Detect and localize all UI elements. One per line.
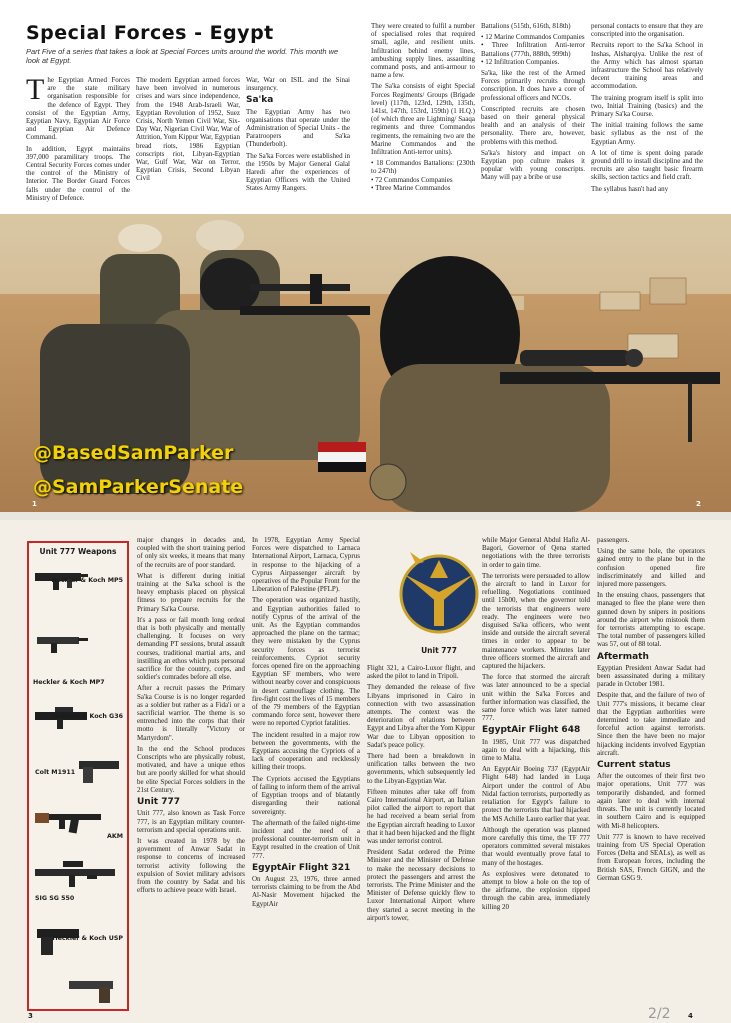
section-heading: EgyptAir Flight 648 (482, 725, 581, 736)
section-heading: Sa'ka (246, 95, 274, 106)
paragraph: he Egyptian Armed Forces are the state military organisation responsible for the defence of Egypt. They consist of the Egyptian Army, Egyptian Navy, Egyptian Air Force and Egyptian Air Defence Command. (26, 76, 130, 142)
paragraph: Sa'ka, like the rest of the Armed Forces primarily recruits through conscription. It does have a core of professional officers and NCOs. (481, 69, 585, 102)
paragraph: The modern Egyptian armed forces have been involved in numerous crises and wars since independence, from the 1948 Arab-Israeli War, Egyptian Revolution of 1952, Suez Crisis, North Yemen Civil War, Six-Day War, Nigerian Civil War, War of Attrition, Yom Kippur War, Egyptian bread riots, 1986 Egyptian conscripts riot, Libyan-Egyptian War, Gulf War, War on Terror, Egyptian Crisis, Second Libyan Civil (136, 76, 240, 183)
paragraph: Despite that, and the failure of two of Unit 777's missions, it became clear that the Egyptian authorities were determined to take immediate and forceful action against terrorists. Since then the have been no major hijacking incidents involved Egyptian aircraft. (597, 691, 705, 757)
weapon-label: Heckler & Koch G36 (52, 713, 123, 720)
paragraph: passengers. (597, 536, 630, 544)
text-column-6 (591, 22, 703, 218)
paragraph: The Sa'ka consists of eight Special Forces Regiments/ Groups (Brigade level) (117th, 123rd, 129th, 135th, 141st, 147th, 153rd, 159th) (1 H.Q.) (of which three are Lightning/ Saaqa regiments and three Commandos regiments, the remaining two are the Marine Commandos and the Infiltration Anti-terror units). (371, 82, 475, 157)
page-number-right: 4 (688, 1012, 693, 1020)
paragraph: War, War on ISIL and the Sinai insurgency. (246, 76, 350, 93)
mp7-icon (33, 629, 89, 653)
weapons-title: Unit 777 Weapons (39, 547, 117, 556)
paragraph: Flight 321, a Cairo-Luxor flight, and asked the pilot to land in Tripoli. (367, 664, 475, 681)
magazine-spread-bottom (0, 520, 731, 1023)
paragraph: It was created in 1978 by the government of Anwar Sadat in response to concerns of increased terrorist activity following the expulsion of Soviet military advisors from the country by Sadat and his efforts to achieve peace with Israel. (137, 836, 245, 895)
text-column-1 (137, 536, 245, 1014)
paragraph: The incident resulted in a major row between the governments, with the Egyptians accusing the Cypriots of a lack of cooperation and recklessly killing their troops. (252, 730, 360, 772)
paragraph: Fifteen minutes after take off from Cairo International Airport, an Italian pilot called the airport to report that he had received a beam serial from the Egyptian aircraft heading to Luxor that it had been hijacked and the flight was under terrorist control. (367, 787, 475, 846)
emblem-caption: Unit 777 (421, 646, 457, 655)
paragraph: major changes in decades and, coupled with the short training period of only six weeks, it means that many of the recruits are of poor standard. (137, 536, 245, 569)
akm-icon (33, 805, 109, 835)
paragraph: In the end the School produces Conscripts who are physically robust, motivated, and have a unique ethos but are poorly skilled for what should be elite Special Forces soldiers in the 21st Century. (137, 744, 245, 794)
paragraph: The syllabus hasn't had any (591, 184, 669, 193)
bullet-item: • 12 Infiltration Companies. (481, 57, 560, 66)
paragraph: Recruits report to the Sa'ka School in Inshas, Alsharqiya. Unlike the rest of the Army which has almost spartan infrastructure the School has relatively decent training areas and accommodation. (591, 41, 703, 91)
page-number-left: 1 (32, 500, 37, 508)
section-heading: Current status (597, 760, 671, 771)
pistol-icon (65, 977, 121, 1005)
page-counter: 2/2 (648, 1006, 671, 1022)
weapons-sidebar (27, 541, 129, 1011)
text-column-4 (482, 536, 590, 1014)
paragraph: The Egyptian Army has two organisations that operate under the Administration of Special Units - the Paratroopers and Sa'ka (Thunderbolt). (246, 107, 350, 149)
paragraph: What is different during initial training at the Sa'ka school is the heavy emphasis placed on physical fitness to prepare recruits for the Primary Sa'ka Course. (137, 571, 245, 613)
paragraph: The aftermath of the failed night-time incident and the need of a professional counter-terrorism unit in Egypt resulted in the creation of Unit 777. (252, 818, 360, 860)
m1911-icon (75, 757, 125, 785)
paragraph: Sa'ka's history and impact on Egyptian pop culture makes it popular with young conscripts. Many will pay a bribe or use (481, 148, 585, 182)
paragraph: As explosives were detonated to attempt to blow a hole on the top of the airframe, the explosion ripped through the cabin area, immediately killing 20 (482, 869, 590, 911)
sg550-icon (33, 857, 127, 889)
bullet-item: • 18 Commandos Battalions: (230th to 247th) (371, 159, 475, 176)
article-headline: Special Forces - Egypt (26, 22, 274, 44)
bullet-item: • Three Marine Commandos (371, 183, 451, 192)
section-heading: Aftermath (597, 651, 649, 662)
paragraph: Although the operation was planned more carefully this time, the TF 777 operators committed several mistakes that would eventually prove fatal to many of the hostages. (482, 825, 590, 867)
paragraph: Conscripted recruits are chosen based on their general physical health and an analysis of their personality. There are, however, problems with this method. (481, 104, 585, 146)
page-number-left: 3 (28, 1012, 33, 1020)
text-column-3 (246, 76, 350, 216)
paragraph: In addition, Egypt maintains 397,000 paramilitary troops. The Central Security Forces comes under the control of the Ministry of Interior. The Border Guard Forces falls under the control of the Ministry of Defence. (26, 144, 130, 202)
weapon-label: Heckler & Koch MP7 (33, 679, 105, 686)
paragraph: In the ensuing chaos, passengers that managed to flee the plane were then gunned down by snipers in positions around the airport who mistook them for terrorists attempting to escape. The total number of passengers killed was 57, out of 88 total. (597, 591, 705, 649)
section-heading: Unit 777 (137, 797, 181, 808)
paragraph: Battalions (515th, 616th, 818th) (481, 22, 571, 30)
paragraph: They were created to fulfil a number of specialised roles that required small, agile, and resilient units. Infiltration behind enemy lines, ambushing supply lines, assaulting command posts, and anti-armour to name a few. (371, 22, 475, 80)
bullet-item: • Three Infiltration Anti-terror Battalions (777th, 888th, 999th) (481, 41, 585, 58)
weapon-label: Heckler & Koch MP5 (51, 577, 123, 584)
paragraph: A lot of time is spent doing parade ground drill to install discipline and the recruits are also taught basic firearm skills, section tactics and field craft. (591, 148, 703, 182)
paragraph: Unit 777 is known to have received training from US Special Operation Forces (Delta and SEALs), as well as from European forces, including the British SAS, French GIGN, and the German GSG 9. (597, 832, 705, 882)
paragraph: The initial training follows the same basic syllabus as the rest of the Egyptian Army. (591, 121, 703, 146)
paragraph: The terrorists were persuaded to allow the aircraft to land in Luxor for refuelling. Negotiations continued until 15h00, when the governor told the terrorists that engineers were ready. The engineers were two disguised Sa'ka officers, who went inside and outside the aircraft several times in order to appear to be maintenance workers. Minutes later three officers stormed the aircraft and captured the hijackers. (482, 571, 590, 671)
paragraph: In 1985, Unit 777 was dispatched again to deal with a hijacking, this time to Malta. (482, 737, 590, 763)
soldiers-illustration (0, 214, 731, 512)
weapon-label: SIG SG 550 (35, 895, 75, 902)
text-column-2 (252, 536, 360, 1014)
text-column-3 (367, 664, 475, 1014)
paragraph: There had been a breakdown in unification talks between the two governments, which subsequently led to the Libyan-Egyptian War. (367, 752, 475, 785)
watermark-handle-2: @SamParkerSenate (33, 476, 244, 498)
text-column-5 (597, 536, 705, 992)
paragraph: After a recruit passes the Primary Sa'ka Course is is no longer regarded as a soldier but rather as a Fida'i or a sacrificial warrior. The theme is so entrenched into the corps that their motto is literally "Victory or Martyrdom". (137, 684, 245, 742)
paragraph: personal contacts to ensure that they are conscripted into the organisation. (591, 22, 703, 39)
paragraph: Unit 777, also known as Task Force 777, is an Egyptian military counter-terrorism and special operations unit. (137, 809, 245, 834)
paragraph: It's a pass or fail month long ordeal that is both physically and mentally challenging. It focuses on very demanding PT sessions, brutal assault courses, traditional martial arts, and instilling an ethos which puts personal sacrifice for the country, corps, and soldier's comrades before all else. (137, 615, 245, 682)
weapon-label: Colt M1911 (35, 769, 76, 776)
paragraph: Using the same hole, the operators gained entry to the plane but in the confusion opened fire indiscriminately and killed and injured more passengers. (597, 547, 705, 589)
bullet-item: • 72 Commandos Companies (371, 175, 453, 184)
paragraph: President Sadat ordered the Prime Minister and the Minister of Defense to make the necessary decisions to protect the passengers and arrest the terrorists. The Prime Minister and the Minister of Defense quickly flew to Luxor International Airport where they started a secret meeting in the airport's tower, (367, 848, 475, 922)
text-column-2 (136, 76, 240, 216)
usp-icon (33, 925, 85, 959)
paragraph: The Sa'ka Forces were established in the 1950s by Major General Galal Haredi after the experiences of Egyptian Officers with the United States Army Rangers. (246, 151, 350, 193)
watermark-handle-1: @BasedSamParker (33, 442, 234, 464)
paragraph: An EgyptAir Boeing 737 (EgyptAir Flight 648) had landed in Luqa Airport under the control of Abu Nidal faction terrorists, purportedly as retaliation for Egypt's failure to protect the terrorists that had hijacked the MS Achille Lauro earlier that year. (482, 765, 590, 823)
paragraph: On August 23, 1976, three armed terrorists claiming to be from the Abd Al-Nasir Movement hijacked the EgyptAir (252, 874, 360, 908)
article-deck: Part Five of a series that takes a look at Special Forces units around the world. This month we look at Egypt. (26, 47, 339, 65)
paragraph: The force that stormed the aircraft was later announced to be a special unit within the Sa'ka Forces and further information was classified, the same force which was later named 777. (482, 673, 590, 723)
text-column-5 (481, 22, 585, 218)
page-number-right: 2 (696, 500, 701, 508)
text-column-1 (26, 76, 130, 216)
unit-777-emblem (390, 534, 488, 654)
paragraph: After the outcomes of their first two major operations, Unit 777 was temporarily disbanded, and formed again later to deal with internal threats. The unit is currently located in southern Cairo and is equipped with Mi-8 helicopters. (597, 772, 705, 830)
soldiers-photo (0, 214, 731, 512)
section-heading: EgyptAir Flight 321 (252, 862, 351, 873)
paragraph: The operation was organized hastily, and Egyptian authorities failed to notify Cyprus of the arrival of the unit. As the Egyptian commandos approached the plane on the tarmac; they were mistaken by the Cyprus security forces as terrorist reinforcements. Cypriot security forces opened fire on the approaching Egyptian SF members, who were without nearby cover and conspicuous in desert camouflage clothing. The fire-fight cost the lives of 15 members of the 79 members of the Egyptian commando force sent, however there were no reported Cypriot fatalities. (252, 596, 360, 728)
paragraph: They demanded the release of five Libyans imprisoned in Cairo in connection with two assassination attempts. The context was the deterioration of relations between Egypt and Libya after the Yom Kippur War due to Libyan opposition to Sadat's peace policy. (367, 683, 475, 749)
drop-cap: T (26, 76, 45, 106)
paragraph: while Major General Abdul Hafiz Al-Bagori, Governor of Qena started negotiations with the three terrorists in order to gain time. (482, 536, 590, 569)
paragraph: In 1978, Egyptian Army Special Forces were dispatched to Larnaca International Airport, Larnaca, Cyprus in response to the hijacking of a Cyprus Airpassenger aircraft by operatives of the Popular Front for the Liberation of Palestine (PFLP). (252, 536, 360, 594)
weapon-label: AKM (106, 833, 123, 840)
paragraph: Egyptian President Anwar Sadat had been assassinated during a military parade in October 1981. (597, 663, 705, 689)
weapon-label: Heckler & Koch USP (52, 935, 123, 942)
paragraph: The Cypriots accused the Egyptians of failing to inform them of the arrival of Egyptian troops and of blatantly disregarding their national sovereignty. (252, 774, 360, 816)
paragraph: The training program itself is split into two, Initial Training (basics) and the Primary Sa'ka Course. (591, 93, 703, 119)
text-column-4 (371, 22, 475, 218)
bullet-item: • 12 Marine Commandos Companies (481, 33, 585, 42)
